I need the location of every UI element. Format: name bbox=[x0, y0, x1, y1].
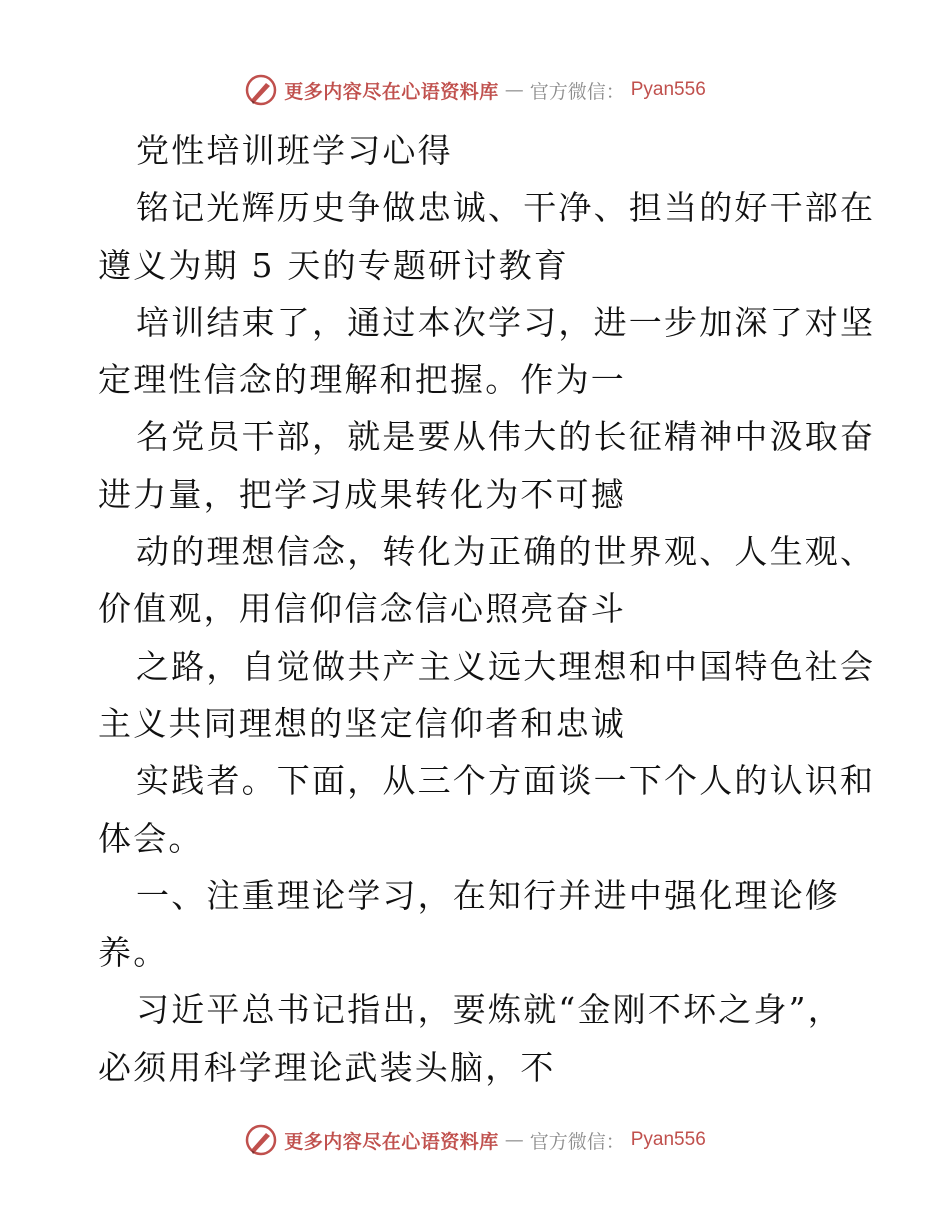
section-heading-continued: 养。 bbox=[98, 933, 169, 973]
banner-official-label: 官方微信： bbox=[529, 1130, 625, 1153]
paragraph-line: 习近平总书记指出，要炼就“金刚不坏之身”， bbox=[136, 990, 843, 1030]
banner-wechat-id: Pyan556 bbox=[630, 79, 706, 100]
paragraph-line: 实践者。下面，从三个方面谈一下个人的认识和 bbox=[136, 761, 876, 801]
banner-separator: — bbox=[504, 79, 524, 101]
paragraph-line: 价值观，用信仰信念信心照亮奋斗 bbox=[98, 589, 626, 629]
paragraph-line: 名党员干部，就是要从伟大的长征精神中汲取奋 bbox=[136, 417, 876, 457]
footer-watermark-banner bbox=[0, 1120, 950, 1160]
paragraph-line: 进力量，把学习成果转化为不可撼 bbox=[98, 474, 626, 514]
paragraph-line: 必须用科学理论武装头脑，不 bbox=[98, 1047, 556, 1087]
pen-logo-icon bbox=[244, 73, 278, 107]
document-title: 党性培训班学习心得 bbox=[136, 131, 453, 170]
paragraph-line: 主义共同理想的坚定信仰者和忠诚 bbox=[98, 703, 626, 743]
paragraph-line: 之路，自觉做共产主义远大理想和中国特色社会 bbox=[136, 646, 876, 686]
paragraph-line: 定理性信念的理解和把握。作为一 bbox=[98, 360, 626, 400]
header-watermark-banner bbox=[0, 70, 950, 110]
paragraph-line: 培训结束了，通过本次学习，进一步加深了对坚 bbox=[136, 302, 876, 342]
section-heading: 一、注重理论学习，在知行并进中强化理论修 bbox=[136, 875, 840, 915]
paragraph-line: 动的理想信念，转化为正确的世界观、人生观、 bbox=[136, 532, 876, 572]
banner-separator: — bbox=[504, 1129, 524, 1151]
pen-logo-icon bbox=[244, 1123, 278, 1157]
banner-wechat-id: Pyan556 bbox=[630, 1129, 706, 1150]
paragraph-line: 体会。 bbox=[98, 818, 204, 858]
banner-title: 更多内容尽在心语资料库 bbox=[284, 80, 499, 103]
banner-title: 更多内容尽在心语资料库 bbox=[284, 1130, 499, 1153]
paragraph-line: 铭记光辉历史争做忠诚、干净、担当的好干部在 bbox=[136, 188, 876, 228]
banner-official-label: 官方微信： bbox=[529, 80, 625, 103]
document-body bbox=[98, 122, 876, 1096]
paragraph-line: 遵义为期 5 天的专题研讨教育 bbox=[98, 245, 569, 285]
